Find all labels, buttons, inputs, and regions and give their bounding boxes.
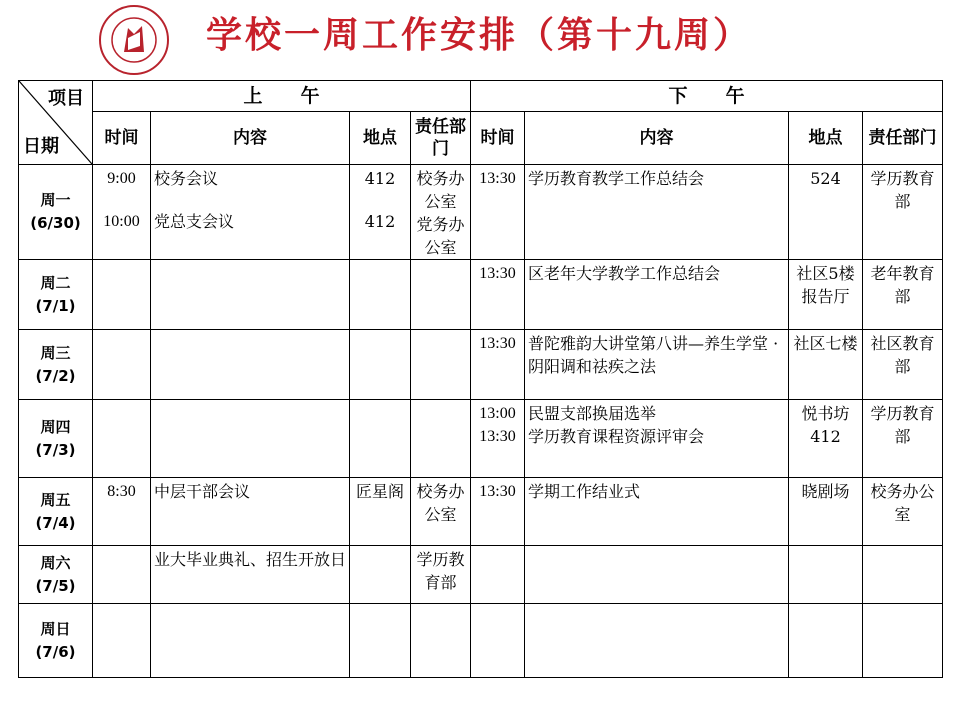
pm-content: 学期工作结业式 xyxy=(528,482,641,501)
am-time-cell xyxy=(93,546,151,604)
pm-content-cell xyxy=(525,330,789,400)
pm-dept-cell xyxy=(863,330,943,400)
pm-time: 13:30 xyxy=(479,170,516,187)
day-cell xyxy=(19,604,93,678)
am-time-cell xyxy=(93,604,151,678)
am-place: 匠星阁 xyxy=(355,482,404,501)
day-cell xyxy=(19,546,93,604)
am-place-cell xyxy=(350,165,411,260)
pm-dept: 社区教育部 xyxy=(870,334,935,376)
pm-place-header: 地点 xyxy=(789,112,863,165)
am-place-header: 地点 xyxy=(350,112,411,165)
day-row xyxy=(19,478,943,546)
pm-time: 13:00 xyxy=(479,405,516,422)
pm-time-cell xyxy=(471,165,525,260)
am-dept: 党务办公室 xyxy=(416,215,465,257)
day-cell xyxy=(19,478,93,546)
pm-dept: 学历教育部 xyxy=(870,169,935,211)
am-time-header: 时间 xyxy=(93,112,151,165)
am-place-cell xyxy=(350,400,411,478)
am-place: 412 xyxy=(364,169,396,188)
am-content-header: 内容 xyxy=(151,112,350,165)
am-dept-header: 责任部门 xyxy=(411,112,471,165)
am-content: 党总支会议 xyxy=(154,212,235,231)
day-date: (7/3) xyxy=(35,440,76,459)
afternoon-header: 下 午 xyxy=(471,81,943,112)
pm-place-cell xyxy=(789,546,863,604)
pm-dept-cell xyxy=(863,165,943,260)
pm-content: 民盟支部换届选举 xyxy=(528,404,657,423)
am-dept-cell xyxy=(411,604,471,678)
pm-dept-cell xyxy=(863,260,943,330)
pm-place: 412 xyxy=(810,427,841,446)
day-name: 周六 xyxy=(40,553,71,572)
pm-content-cell xyxy=(525,260,789,330)
pm-content-cell xyxy=(525,165,789,260)
day-date: (7/2) xyxy=(35,366,76,385)
spacer xyxy=(154,190,346,210)
pm-time-cell xyxy=(471,330,525,400)
pm-dept-cell xyxy=(863,604,943,678)
day-date: (7/4) xyxy=(35,513,76,532)
am-place-cell xyxy=(350,604,411,678)
pm-dept-cell xyxy=(863,478,943,546)
am-place-cell xyxy=(350,260,411,330)
am-content-cell xyxy=(151,330,350,400)
am-place: 412 xyxy=(364,212,396,231)
page-title: 学校一周工作安排（第十九周） xyxy=(206,14,753,56)
am-dept-cell xyxy=(411,165,471,260)
day-name: 周三 xyxy=(40,343,71,362)
am-content: 校务会议 xyxy=(154,169,219,188)
pm-place: 社区5楼报告厅 xyxy=(796,264,855,306)
pm-content-cell xyxy=(525,546,789,604)
pm-place: 悦书坊 xyxy=(801,404,850,423)
pm-place-cell xyxy=(789,330,863,400)
pm-place-cell xyxy=(789,165,863,260)
pm-time-cell xyxy=(471,604,525,678)
am-content: 中层干部会议 xyxy=(154,482,251,501)
am-time-cell xyxy=(93,330,151,400)
corner-item-label: 项目 xyxy=(48,88,84,109)
day-cell xyxy=(19,400,93,478)
pm-dept-cell xyxy=(863,400,943,478)
pm-dept-header: 责任部门 xyxy=(863,112,943,165)
am-dept-cell xyxy=(411,330,471,400)
day-cell xyxy=(19,330,93,400)
day-name: 周二 xyxy=(40,273,71,292)
am-content-cell xyxy=(151,165,350,260)
morning-header: 上 午 xyxy=(93,81,471,112)
day-row xyxy=(19,400,943,478)
pm-content: 学历教育教学工作总结会 xyxy=(528,169,705,188)
am-place-cell xyxy=(350,478,411,546)
pm-time-cell xyxy=(471,546,525,604)
day-name: 周一 xyxy=(40,191,71,209)
pm-place: 524 xyxy=(810,169,841,188)
corner-date-label: 日期 xyxy=(23,136,59,157)
spacer xyxy=(353,190,407,210)
school-logo xyxy=(98,4,170,76)
pm-content: 普陀雅韵大讲堂第八讲—养生学堂 · 阴阳调和祛疾之法 xyxy=(528,334,779,376)
pm-content-cell xyxy=(525,604,789,678)
day-date: (7/5) xyxy=(35,576,76,595)
day-row xyxy=(19,165,943,260)
day-date: (6/30) xyxy=(30,214,81,232)
pm-place-cell xyxy=(789,260,863,330)
pm-content-cell xyxy=(525,400,789,478)
spacer xyxy=(96,190,147,210)
am-dept-cell xyxy=(411,260,471,330)
pm-dept: 老年教育部 xyxy=(870,264,935,306)
schedule-table xyxy=(18,80,943,678)
pm-dept: 学历教育部 xyxy=(870,404,935,446)
day-cell xyxy=(19,165,93,260)
pm-place: 晓剧场 xyxy=(801,482,850,501)
pm-place: 社区七楼 xyxy=(793,334,858,353)
header-corner xyxy=(19,81,93,165)
am-content-cell xyxy=(151,546,350,604)
pm-content-header: 内容 xyxy=(525,112,789,165)
am-place-cell xyxy=(350,546,411,604)
day-cell xyxy=(19,260,93,330)
am-time-cell xyxy=(93,400,151,478)
pm-place-cell xyxy=(789,478,863,546)
day-name: 周日 xyxy=(40,619,71,638)
pm-content: 区老年大学教学工作总结会 xyxy=(528,264,721,283)
am-time: 8:30 xyxy=(107,483,136,500)
day-row xyxy=(19,330,943,400)
pm-dept-cell xyxy=(863,546,943,604)
am-time-cell xyxy=(93,165,151,260)
pm-time: 13:30 xyxy=(479,265,516,282)
day-row xyxy=(19,260,943,330)
pm-time-cell xyxy=(471,478,525,546)
am-content-cell xyxy=(151,400,350,478)
pm-content-cell xyxy=(525,478,789,546)
am-time: 10:00 xyxy=(103,213,140,230)
am-content-cell xyxy=(151,604,350,678)
pm-dept: 校务办公室 xyxy=(870,482,935,524)
am-time-cell xyxy=(93,260,151,330)
pm-time: 13:30 xyxy=(479,483,516,500)
day-date: (7/6) xyxy=(35,642,76,661)
pm-place-cell xyxy=(789,604,863,678)
am-dept: 校务办公室 xyxy=(416,169,465,211)
pm-content: 学历教育课程资源评审会 xyxy=(528,427,705,446)
am-dept-cell xyxy=(411,546,471,604)
am-dept-cell xyxy=(411,400,471,478)
day-name: 周四 xyxy=(40,417,71,436)
day-row xyxy=(19,604,943,678)
am-content-cell xyxy=(151,260,350,330)
pm-time: 13:30 xyxy=(479,428,516,445)
am-content: 业大毕业典礼、招生开放日 xyxy=(154,550,347,569)
am-dept-cell xyxy=(411,478,471,546)
pm-time-header: 时间 xyxy=(471,112,525,165)
am-time: 9:00 xyxy=(107,170,136,187)
pm-time-cell xyxy=(471,260,525,330)
am-place-cell xyxy=(350,330,411,400)
day-row xyxy=(19,546,943,604)
am-dept: 校务办公室 xyxy=(416,482,465,524)
am-content-cell xyxy=(151,478,350,546)
day-name: 周五 xyxy=(40,490,71,509)
pm-time: 13:30 xyxy=(479,335,516,352)
am-time-cell xyxy=(93,478,151,546)
day-date: (7/1) xyxy=(35,296,76,315)
pm-time-cell xyxy=(471,400,525,478)
am-dept: 学历教育部 xyxy=(416,550,465,592)
pm-place-cell xyxy=(789,400,863,478)
